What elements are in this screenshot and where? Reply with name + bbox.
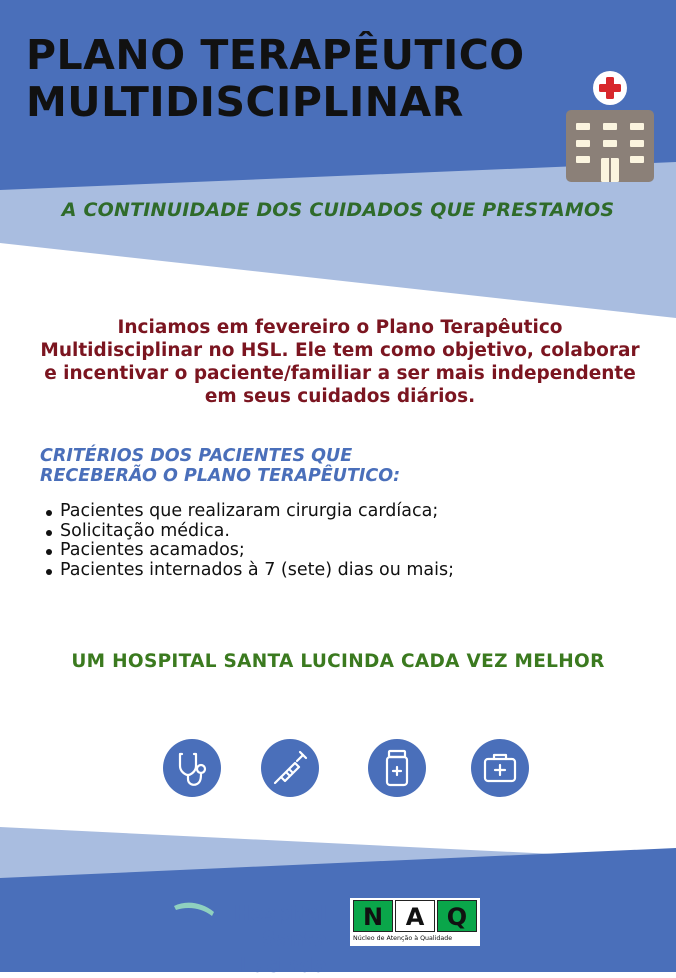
criteria-heading-line-1: CRITÉRIOS DOS PACIENTES QUE	[40, 446, 353, 466]
list-item: Pacientes que realizaram cirurgia cardíaca;	[38, 502, 454, 522]
title-line-1: PLANO TERAPÊUTICO	[26, 31, 525, 79]
intro-paragraph: Inciamos em fevereiro o Plano Terapêutico Multidisciplinar no HSL. Ele tem como objetivo, colaborar e incentivar o paciente/familiar a ser mais independente em seus cuidados diários.	[40, 317, 640, 407]
list-item: Pacientes internados à 7 (sete) dias ou mais;	[38, 561, 454, 581]
naq-letter-n: N	[353, 900, 393, 932]
stethoscope-icon	[163, 739, 221, 797]
medicine-bottle-icon	[368, 739, 426, 797]
naq-logo	[350, 898, 480, 946]
list-item: Pacientes acamados;	[38, 541, 454, 561]
list-item: Solicitação médica.	[38, 522, 454, 542]
hospital-name-line-2: Santa Lucinda	[239, 927, 327, 977]
first-aid-kit-icon	[471, 739, 529, 797]
criteria-list	[38, 502, 454, 580]
naq-letter-q: Q	[437, 900, 477, 932]
criteria-heading-line-2: RECEBERÃO O PLANO TERAPÊUTICO:	[40, 466, 401, 486]
criteria-heading	[40, 446, 400, 486]
subtitle: A CONTINUIDADE DOS CUIDADOS QUE PRESTAMOS	[61, 199, 615, 221]
hospital-santa-lucinda-logo	[172, 886, 332, 977]
slogan: UM HOSPITAL SANTA LUCINDA CADA VEZ MELHOR	[71, 651, 605, 672]
hospital-name-line-1: Hospital	[233, 901, 327, 925]
syringe-icon	[261, 739, 319, 797]
page-title	[26, 32, 525, 126]
naq-caption: Núcleo de Atenção à Qualidade	[353, 935, 453, 942]
hospital-building-icon	[562, 70, 658, 182]
naq-letter-a: A	[395, 900, 435, 932]
title-line-2: MULTIDISCIPLINAR	[26, 78, 464, 126]
